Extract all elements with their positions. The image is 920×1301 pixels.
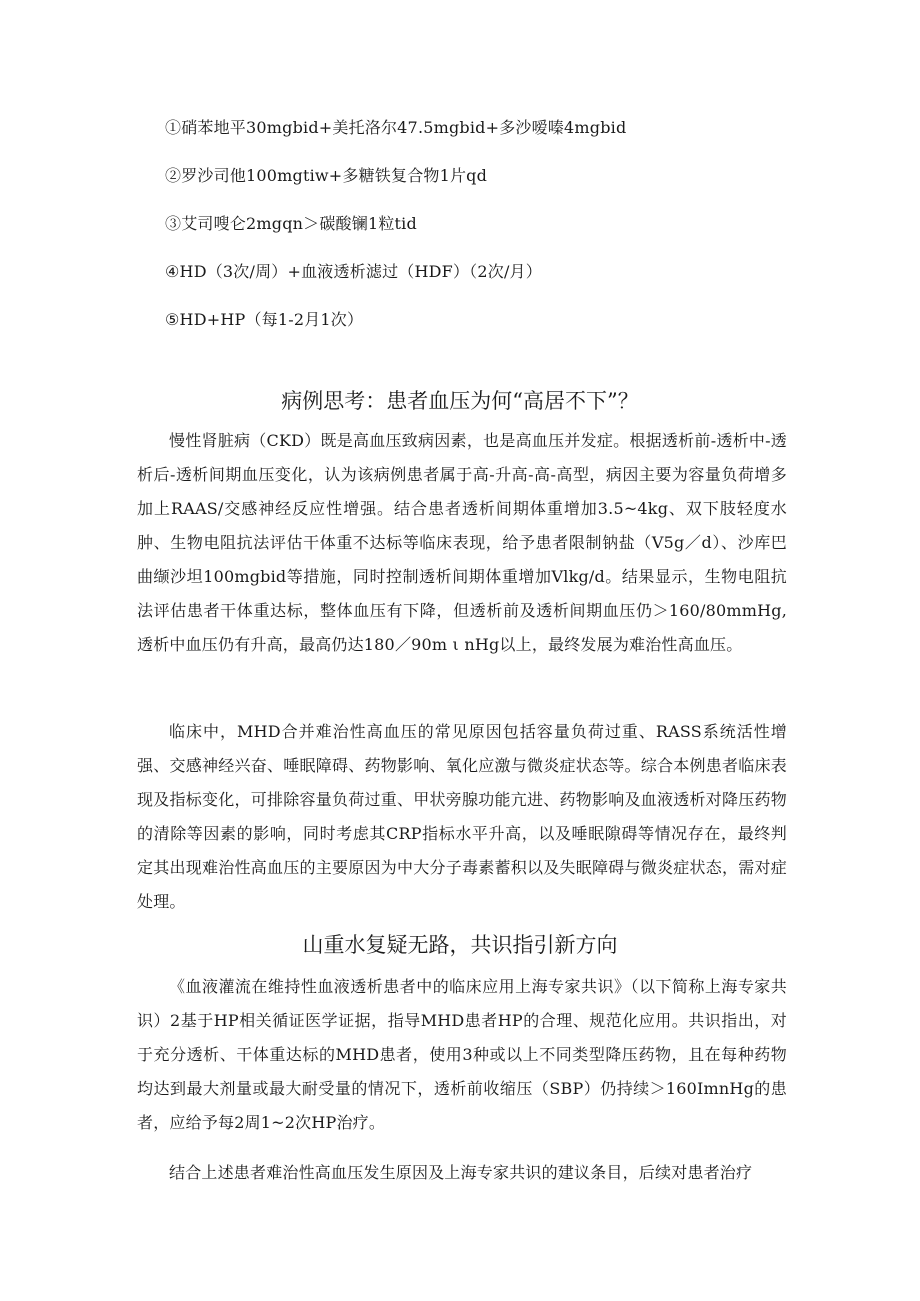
section-heading-case-reflection: 病例思考：患者血压为何“高居不下”？ xyxy=(281,389,639,413)
regimen-item: ④HD（3次/周）+血液透析滤过（HDF）（2次/月） xyxy=(165,262,542,281)
paragraph-ckd-hypertension: 慢性肾脏病（CKD）既是高血压致病因素，也是高血压并发症。根据透析前-透析中-透析后-透析间期血压变化，认为该病例患者属于高-升高-高-高型，病因主要为容量负荷增多加上RAAS/交感神经反应性增强。结合患者透析间期体重增加3.5~4kg、双下肢轻度水肿、生物电阻抗法评估干体重不达标等临床表现，给予患者限制钠盐（V5g／d）、沙库巴曲缬沙坦100mgbid等措施，同时控制透析间期体重增加Vlkg/d。结果显示，生物电阻抗法评估患者干体重达标，整体血压有下降，但透析前及透析间期血压仍＞160/80mmHg,透析中血压仍有升高，最高仍达180／90m ι nHg以上，最终发展为难治性高血压。 xyxy=(137,431,787,654)
regimen-item: ⑤HD+HP（每1-2月1次） xyxy=(165,310,364,329)
regimen-item: ②罗沙司他100mgtiw+多糖铁复合物1片qd xyxy=(165,166,488,185)
paragraph-follow-up-treatment: 结合上述患者难治性高血压发生原因及上海专家共识的建议条目，后续对患者治疗 xyxy=(169,1163,753,1182)
paragraph-shanghai-consensus: 《血液灌流在维持性血液透析患者中的临床应用上海专家共识》（以下简称上海专家共识）2基于HP相关循证医学证据，指导MHD患者HP的合理、规范化应用。共识指出，对于充分透析、干体重达标的MHD患者，使用3种或以上不同类型降压药物，且在每种药物均达到最大剂量或最大耐受量的情况下，透析前收缩压（SBP）仍持续＞160ImnHg的患者，应给予每2周1~2次HP治疗。 xyxy=(137,977,787,1132)
regimen-item: ①硝苯地平30mgbid+美托洛尔47.5mgbid+多沙嗳嗪4mgbid xyxy=(165,118,627,137)
treatment-regimen-list xyxy=(165,116,785,356)
paragraph-refractory-causes: 临床中，MHD合并难治性高血压的常见原因包括容量负荷过重、RASS系统活性增强、交感神经兴奋、唾眠障碍、药物影响、氧化应激与微炎症状态等。综合本例患者临床表现及指标变化，可排除容量负荷过重、甲状旁腺功能亢进、药物影响及血液透析对降压药物的清除等因素的影响，同时考虑其CRP指标水平升高，以及唾眠隙碍等情况存在，最终判定其出现难治性高血压的主要原因为中大分子毒素蓄积以及失眠障碍与微炎症状态，需对症处理。 xyxy=(137,722,787,911)
section-heading-consensus: 山重水复疑无路，共识指引新方向 xyxy=(302,933,618,957)
regimen-item: ③艾司嗖仑2mgqn＞碳酸镧1粒tid xyxy=(165,214,417,233)
